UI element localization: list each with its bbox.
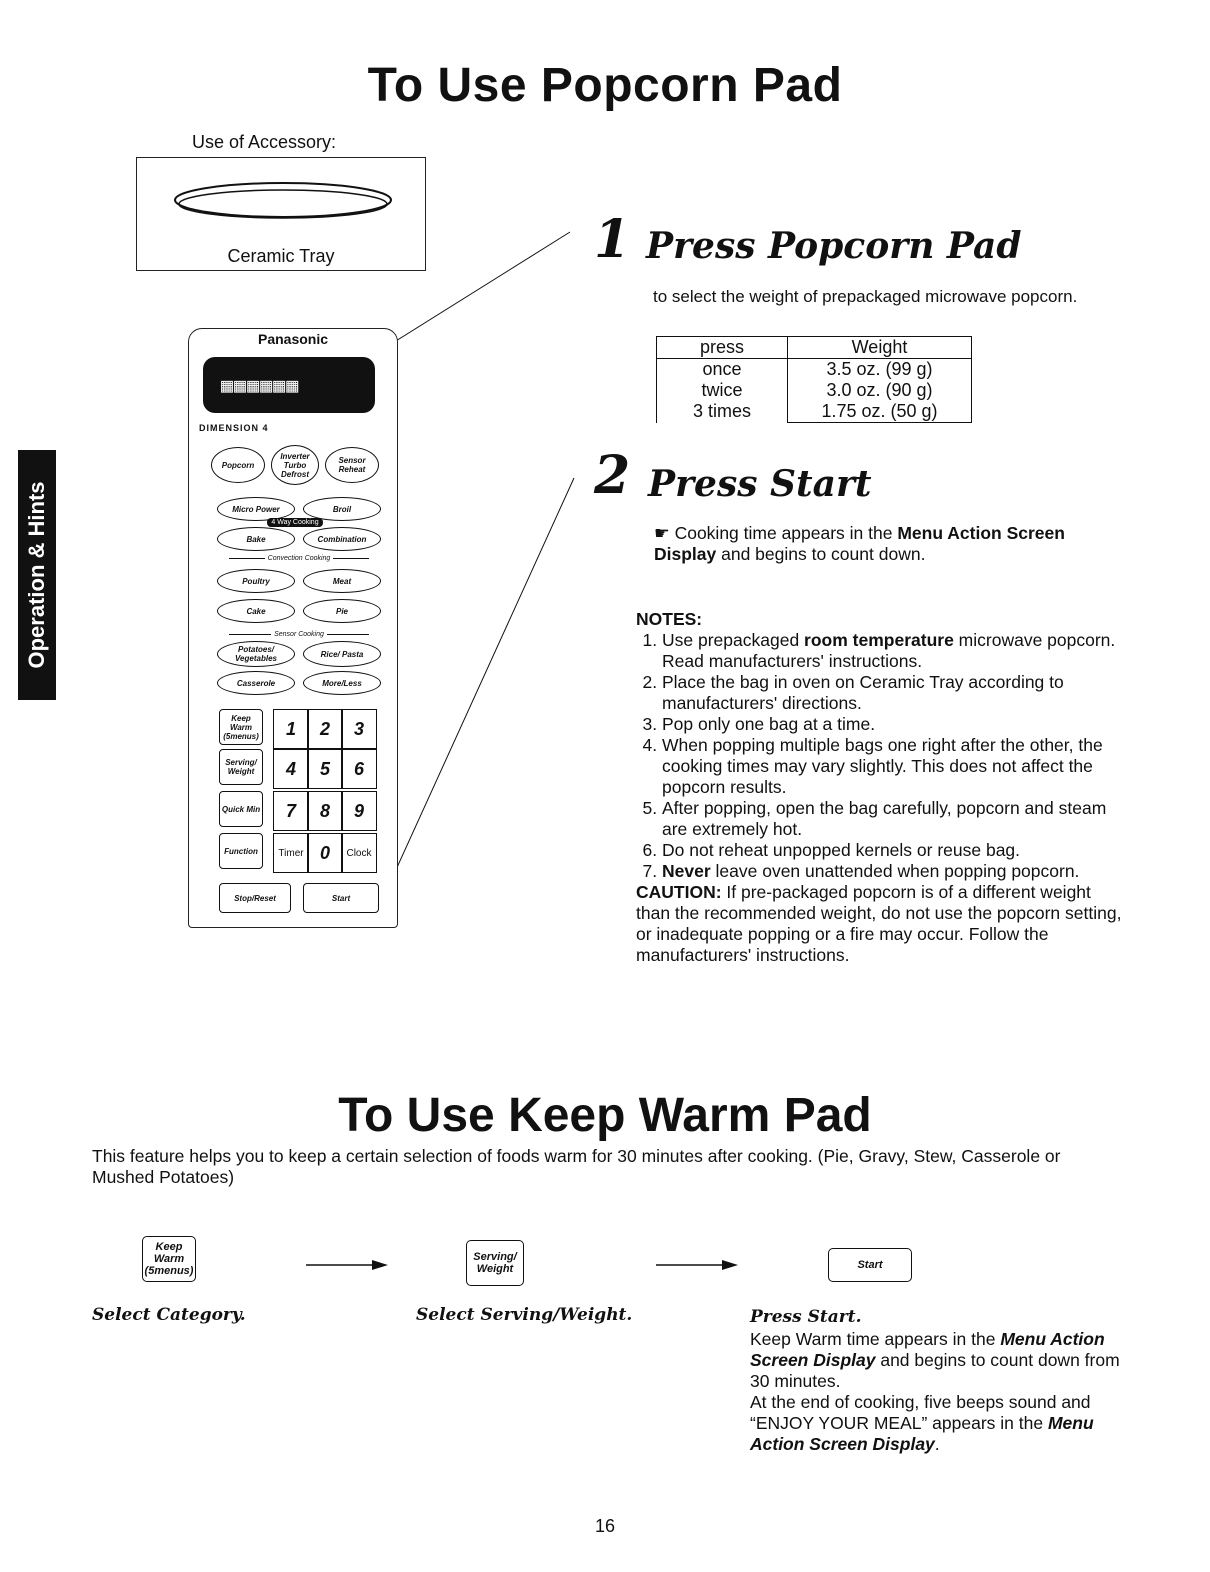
notes-list [636,630,1126,882]
table-cell: twice [701,380,743,401]
rice-pasta-pad[interactable]: Rice/ Pasta [303,641,381,667]
keepwarm-title: To Use Keep Warm Pad [338,1089,872,1142]
notes-heading: NOTES: [636,609,703,629]
popcorn-pad[interactable]: Popcorn [211,447,265,483]
arrow-right-icon [306,1258,388,1272]
convection-label: Convection Cooking [265,555,334,562]
control-panel [188,328,398,928]
table-cell: 3 times [692,401,752,422]
table-header: press [657,337,788,359]
table-cell: once [702,359,742,380]
hand-pointer-icon: ☛ [654,523,670,543]
table-header: Weight [788,337,972,359]
sensor-reheat-pad[interactable]: Sensor Reheat [325,447,379,483]
digit-8[interactable]: 8 [307,791,343,831]
meat-pad[interactable]: Meat [303,569,381,593]
digit-4[interactable]: 4 [273,749,309,789]
start-pad[interactable]: Start [303,883,379,913]
broil-pad[interactable]: Broil [303,497,381,521]
step1-title: Press Popcorn Pad [646,225,1022,267]
step2-text: ☛ Cooking time appears in the Menu Action Screen Display and begins to count down. [654,523,1065,564]
list-item: 1. Use prepackaged room temperature microwave popcorn. Read manufacturers' instructions. [662,630,1126,672]
cake-pad[interactable]: Cake [217,599,295,623]
digit-5[interactable]: 5 [307,749,343,789]
inverter-turbo-defrost-pad[interactable]: Inverter Turbo Defrost [271,445,319,485]
potatoes-vegetables-pad[interactable]: Potatoes/ Vegetables [217,641,295,667]
quick-min-pad[interactable]: Quick Min [219,791,263,827]
brand-logo: Panasonic [257,331,329,347]
page-number: 16 [594,1516,616,1536]
section-tab: Operation & Hints [18,450,56,700]
list-item: 5. After popping, open the bag carefully, popcorn and steam are extremely hot. [662,798,1126,840]
micro-power-pad[interactable]: Micro Power [217,497,295,521]
step-label-start: Press Start. [750,1307,862,1327]
digit-7[interactable]: 7 [273,791,309,831]
bake-pad[interactable]: Bake [217,527,295,551]
timer-pad[interactable]: Timer [273,833,309,873]
digit-0[interactable]: 0 [307,833,343,873]
table-cell: 1.75 oz. (50 g) [821,401,938,421]
step1-number: 1 [594,209,631,270]
digit-9[interactable]: 9 [341,791,377,831]
step-label-serving: Select Serving/Weight. [416,1305,633,1325]
step2-number: 2 [594,445,631,506]
model-label: DIMENSION 4 [199,423,269,433]
list-item: 4. When popping multiple bags one right after the other, the cooking times may vary slightly. This does not affect the popcorn results. [662,735,1126,798]
serving-weight-pad[interactable]: Serving/ Weight [219,749,263,785]
serving-weight-key-icon: Serving/ Weight [466,1240,524,1286]
list-item: 3. Pop only one bag at a time. [662,714,1126,735]
clock-pad[interactable]: Clock [341,833,377,873]
accessory-label: Use of Accessory: [192,132,337,152]
digit-3[interactable]: 3 [341,709,377,749]
step2-title: Press Start [648,463,872,505]
keep-warm-pad[interactable]: Keep Warm (5menus) [219,709,263,745]
way-cooking-label: 4 Way Cooking [267,518,323,527]
keep-warm-key-icon: Keep Warm (5menus) [142,1236,196,1282]
poultry-pad[interactable]: Poultry [217,569,295,593]
keepwarm-intro: This feature helps you to keep a certain selection of foods warm for 30 minutes after cooking. (Pie, Gravy, Stew, Casserole or Mushed Potatoes) [92,1146,1061,1187]
combination-pad[interactable]: Combination [303,527,381,551]
digit-1[interactable]: 1 [273,709,309,749]
digit-6[interactable]: 6 [341,749,377,789]
list-item: 6. Do not reheat unpopped kernels or reuse bag. [662,840,1126,861]
weight-table [656,336,972,423]
start-key-icon: Start [828,1248,912,1282]
popcorn-title: To Use Popcorn Pad [367,59,843,112]
tray-label: Ceramic Tray [227,246,335,266]
list-item: 7. Never leave oven unattended when popping popcorn. [662,861,1126,882]
more-less-pad[interactable]: More/Less [303,671,381,695]
step-label-category: Select Category. [92,1305,246,1325]
digit-2[interactable]: 2 [307,709,343,749]
stop-reset-pad[interactable]: Stop/Reset [219,883,291,913]
keepwarm-description: Keep Warm time appears in the Menu Action Screen Display and begins to count down from 30 minutes. At the end of cooking, five beeps sound and “ENJOY YOUR MEAL” appears in the Menu Action Screen Display. [750,1329,1120,1454]
function-pad[interactable]: Function [219,833,263,869]
arrow-right-icon [656,1258,738,1272]
display-screen: ▦▦▦▦▦▦ [203,357,375,413]
notes-section [636,608,1126,966]
step1-description: to select the weight of prepackaged microwave popcorn. [653,287,1078,306]
casserole-pad[interactable]: Casserole [217,671,295,695]
pie-pad[interactable]: Pie [303,599,381,623]
caution-text: CAUTION: If pre-packaged popcorn is of a different weight than the recommended weight, do not use the popcorn setting, or inadequate popping or a fire may occur. Follow the manufacturers' instructions. [636,882,1122,965]
list-item: 2. Place the bag in oven on Ceramic Tray according to manufacturers' directions. [662,672,1126,714]
table-cell: 3.5 oz. (99 g) [826,359,933,379]
table-cell: 3.0 oz. (90 g) [826,380,933,400]
sensor-cooking-label: Sensor Cooking [271,631,327,638]
